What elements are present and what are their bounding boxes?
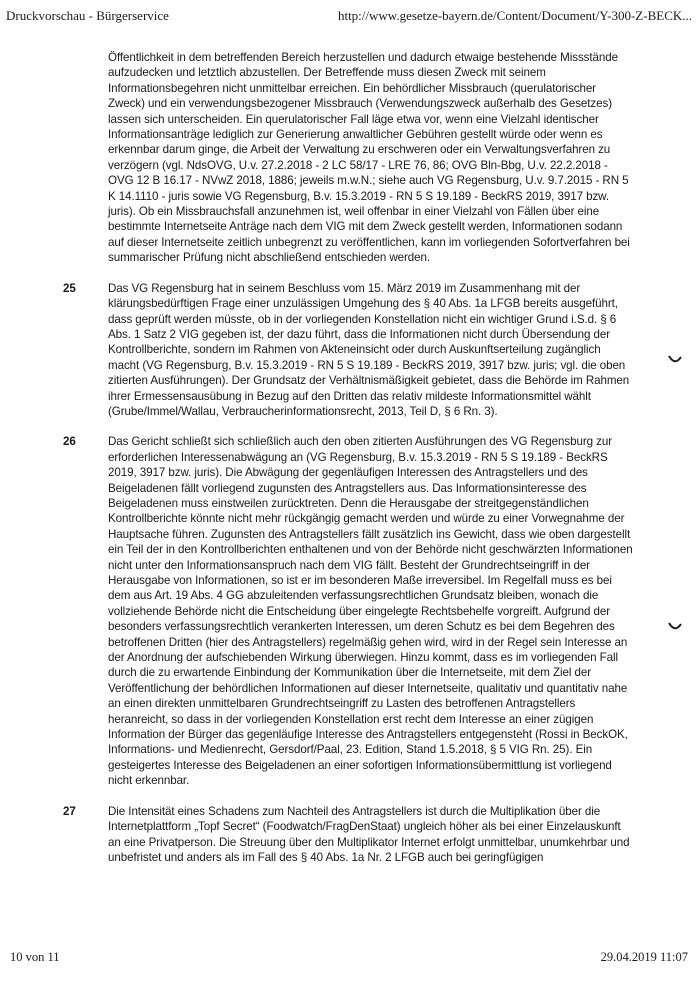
header-url: http://www.gesetze-bayern.de/Content/Document/Y-300-Z-BECK... [337, 8, 692, 23]
paragraph-26 [0, 434, 633, 788]
paragraph-27 [0, 804, 633, 866]
paragraph-number: 26 [63, 435, 76, 449]
paragraph-25 [0, 281, 633, 420]
scan-mark-icon [668, 622, 682, 631]
print-header [6, 8, 692, 24]
scan-mark-icon [668, 355, 682, 364]
paragraph-text: Die Intensität eines Schadens zum Nachteil des Antragstellers ist durch die Multiplikation über die Internetplattform „Topf Secret“ (Foodwatch/FragDenStaat) ungleich höher als bei einer Einzelauskunft an eine Privatperson. Die Streuung über den Multiplikator Internet erfolgt unmittelbar, unumkehrbar und unbefristet und anders als im Fall des § 40 Abs. 1a Nr. 2 LFGB auch bei geringfügigen [108, 804, 630, 864]
paragraph-text: Das Gericht schließt sich schließlich auch den oben zitierten Ausführungen des VG Regensburg zur erforderlichen Interessenabwägung an (VG Regensburg, B.v. 15.3.2019 - RN 5 S 19.189 - BeckRS 2019, 3917 bzw. juris). Die Abwägung der gegenläufigen Interessen des Antragstellers und des Beigeladenen fällt vorliegend zugunsten des Antragstellers aus. Das Informationsinteresse des Beigeladenen muss einstweilen zurücktreten. Denn die Herausgabe der streitgegenständlichen Kontrollberichte könnte nicht mehr rückgängig gemacht werden und würde zu einer Vorwegnahme der Hauptsache führen. Zugunsten des Antragstellers fällt zusätzlich ins Gewicht, dass wie oben dargestellt ein Teil der in den Kontrollberichten enthaltenen und von der Behörde nicht geschwärzten Informationen nicht unter den Informationsanspruch nach dem VIG fällt. Besteht der Grundrechtseingriff in der Herausgabe von Informationen, so ist er im besonderen Maße irreversibel. Im Regelfall muss es bei dem aus Art. 19 Abs. 4 GG abzuleitenden verfassungsrechtlichen Grundsatz bleiben, wonach die vollziehende Behörde nicht die Entscheidung über eingelegte Rechtsbehelfe vorgreift. Aufgrund der besonders verfassungsrechtlich verankerten Interessen, um deren Schutz es bei dem Begehren des betroffenen Dritten (hier des Antragstellers) regelmäßig gehen wird, wird in der Regel sein Interesse an der Anordnung der aufschiebenden Wirkung überwiegen. Hinzu kommt, dass es im vorliegenden Fall durch die zu erwartende Einbindung der Kommunikation über die Internetseite, mit dem Ziel der Veröffentlichung der behördlichen Informationen auf dieser Internetseite, qualitativ und quantitativ nahe an einen direkten unmittelbaren Grundrechtseingriff zu Lasten des betroffenen Antragstellers heranreicht, so dass in der vorliegenden Konstellation erst recht dem Interesse an einer zügigen Information der Bürger das gegenläufige Interesse des Antragstellers entgegensteht (Rossi in BeckOK, Informations- und Medienrecht, Gersdorf/Paal, 23. Edition, Stand 1.5.2018, § 5 VIG Rn. 25). Ein gesteigertes Interesse des Beigeladenen an einer sofortigen Informationsübermittlung ist vorliegend nicht erkennbar. [108, 435, 633, 788]
paragraph-continued [0, 50, 633, 266]
paragraph-number: 25 [63, 281, 76, 295]
print-timestamp: 29.04.2019 11:07 [600, 950, 688, 964]
paragraph-number: 27 [63, 804, 76, 818]
page-number: 10 von 11 [10, 950, 60, 964]
print-footer [10, 950, 688, 965]
header-title: Druckvorschau - Bürgerservice [6, 8, 169, 23]
paragraph-text: Das VG Regensburg hat in seinem Beschluss vom 15. März 2019 im Zusammenhang mit der klärungsbedürftigen Frage einer unzulässigen Umgehung des § 40 Abs. 1a LFGB bereits ausgeführt, dass geprüft werden müsste, ob in der vorliegenden Konstellation nicht ein wichtiger Grund i.S.d. § 6 Abs. 1 Satz 2 VIG gegeben ist, der dazu führt, dass die Informationen nicht durch Übersendung der Kontrollberichte, sondern im Rahmen von Akteneinsicht oder durch Auskunftserteilung zugänglich macht (VG Regensburg, B.v. 15.3.2019 - RN 5 S 19.189 - BeckRS 2019, 3917 bzw. juris; vgl. die oben zitierten Ausführungen). Der Grundsatz der Verhältnismäßigkeit gebietet, dass die Behörde im Rahmen ihrer Ermessensausübung in Bezug auf den Dritten das relativ mildeste Informationsmittel wählt (Grube/Immel/Wallau, Verbraucherinformationsrecht, 2013, Teil D, § 6 Rn. 3). [108, 281, 630, 418]
document-body [0, 50, 700, 865]
paragraph-text: Öffentlichkeit in dem betreffenden Bereich herzustellen und dadurch etwaige bestehende Missstände aufzudecken und letztlich abzustellen. Der Betreffende muss diesen Zweck mit seinem Informationsbegehren nicht unmittelbar erreichen. Ein behördlicher Missbrauch (querulatorischer Zweck) und ein verwendungsbezogener Missbrauch (Verwendungszweck außerhalb des Gesetzes) lassen sich unterscheiden. Ein querulatorischer Fall läge etwa vor, wenn eine Vielzahl identischer Informationsanträge lediglich zur Generierung anwaltlicher Gebühren gestellt würde oder wenn es erkennbar darum ginge, die Arbeit der Verwaltung zu erschweren oder ein Verwaltungsverfahren zu verzögern (vgl. NdsOVG, U.v. 27.2.2018 - 2 LC 58/17 - LRE 76, 86; OVG Bln-Bbg, U.v. 22.2.2018 - OVG 12 B 16.17 - NVwZ 2018, 1886; jeweils m.w.N.; siehe auch VG Regensburg, U.v. 9.7.2015 - RN 5 K 14.1110 - juris sowie VG Regensburg, B.v. 15.3.2019 - RN 5 S 19.189 - BeckRS 2019, 3917 bzw. juris). Ob ein Missbrauchsfall anzunehmen ist, weil offenbar in einer Vielzahl von Fällen über eine bestimmte Internetseite Anträge nach dem VIG mit dem Zweck gestellt werden, Informationen sodann auf dieser Internetseite zeitlich unbegrenzt zu veröffentlichen, kann im vorliegenden Sofortverfahren bei summarischer Prüfung nicht abschließend entschieden werden. [108, 51, 630, 265]
